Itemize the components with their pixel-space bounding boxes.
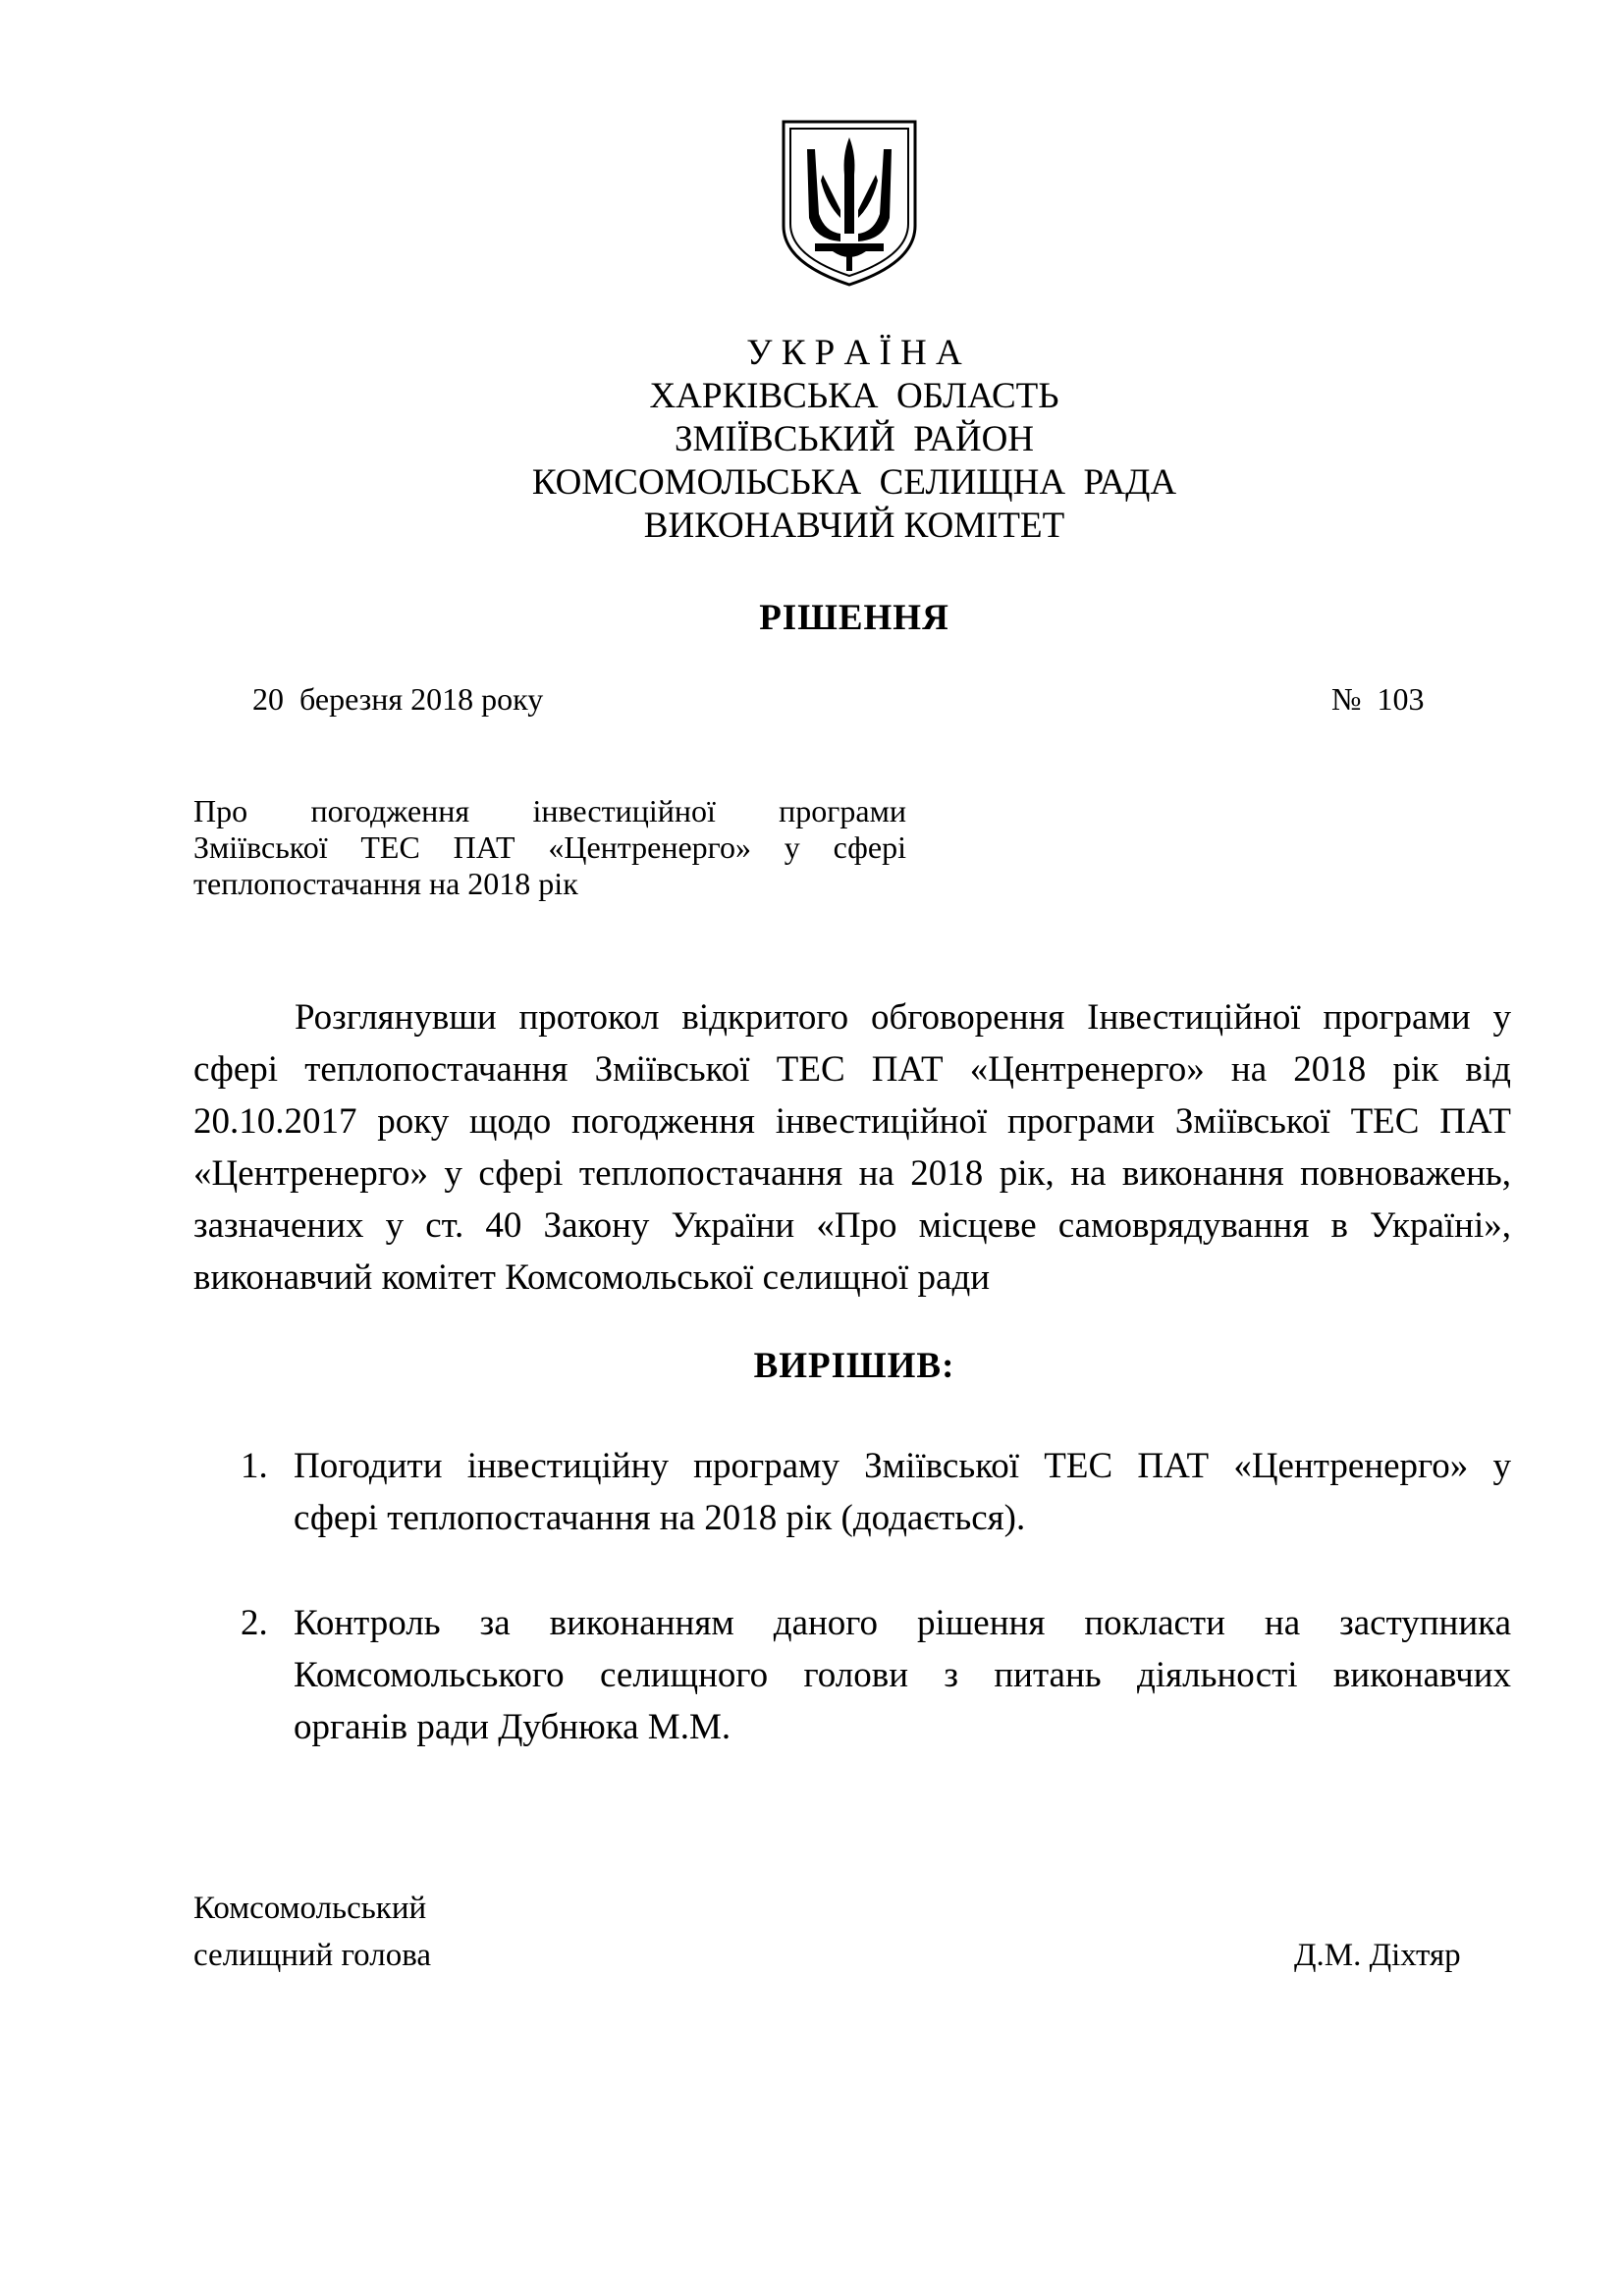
resolved-title: ВИРІШИВ: — [753, 1346, 955, 1386]
item-line: Контроль за виконанням даного рішення покласти на заступника — [294, 1603, 1511, 1643]
item-line: Погодити інвестиційну програму Зміївської ТЕС ПАТ «Центренерго» у — [294, 1446, 1511, 1486]
signatory-position — [193, 1885, 431, 1979]
preamble-line: «Центренерго» у сфері теплопостачання на 2018 рік, на виконання повноважень, — [193, 1153, 1511, 1194]
position-line: селищний голова — [193, 1938, 432, 1973]
item-line: Комсомольського селищного голови з питань діяльності виконавчих — [294, 1655, 1511, 1695]
preamble-line: Розглянувши протокол відкритого обговорення Інвестиційної програми у — [295, 997, 1511, 1038]
decision-number: № 103 — [1331, 681, 1425, 717]
item-text — [294, 1597, 1511, 1753]
subject-line: Зміївської ТЕС ПАТ «Центренерго» у сфері — [193, 829, 906, 865]
header-district: ЗМІЇВСЬКИЙ РАЙОН — [674, 419, 1035, 459]
item-number: 2. — [241, 1603, 268, 1643]
preamble-paragraph — [193, 991, 1511, 1304]
resolution-item — [241, 1440, 1511, 1544]
item-number: 1. — [241, 1446, 268, 1486]
preamble-line: сфері теплопостачання Зміївської ТЕС ПАТ «Центренерго» на 2018 рік від — [193, 1049, 1511, 1090]
signatory-name: Д.М. Діхтяр — [1294, 1938, 1461, 1973]
decision-subject — [193, 793, 906, 902]
subject-line: Про погодження інвестиційної програми — [193, 793, 906, 828]
issuer-header — [0, 332, 1624, 548]
header-country: У К Р А Ї Н А — [746, 333, 962, 373]
header-committee: ВИКОНАВЧИЙ КОМІТЕТ — [643, 506, 1065, 546]
header-council: КОМСОМОЛЬСЬКА СЕЛИЩНА РАДА — [531, 462, 1177, 503]
preamble-line: виконавчий комітет Комсомольської селищної ради — [193, 1257, 991, 1298]
decision-date: 20 березня 2018 року — [252, 681, 544, 717]
subject-line: теплопостачання на 2018 рік — [193, 866, 578, 901]
preamble-line: зазначених у ст. 40 Закону України «Про місцеве самоврядування в Україні», — [193, 1205, 1511, 1246]
resolution-item — [241, 1597, 1511, 1753]
trident-coat-of-arms-icon — [776, 116, 923, 289]
decision-title: РІШЕННЯ — [759, 598, 949, 638]
item-line: органів ради Дубнюка М.М. — [294, 1707, 731, 1747]
item-line: сфері теплопостачання на 2018 рік (додається). — [294, 1498, 1026, 1538]
header-region: ХАРКІВСЬКА ОБЛАСТЬ — [649, 376, 1059, 416]
item-text — [294, 1440, 1511, 1544]
position-line: Комсомольський — [193, 1891, 427, 1926]
preamble-line: 20.10.2017 року щодо погодження інвестиційної програми Зміївської ТЕС ПАТ — [193, 1101, 1511, 1142]
